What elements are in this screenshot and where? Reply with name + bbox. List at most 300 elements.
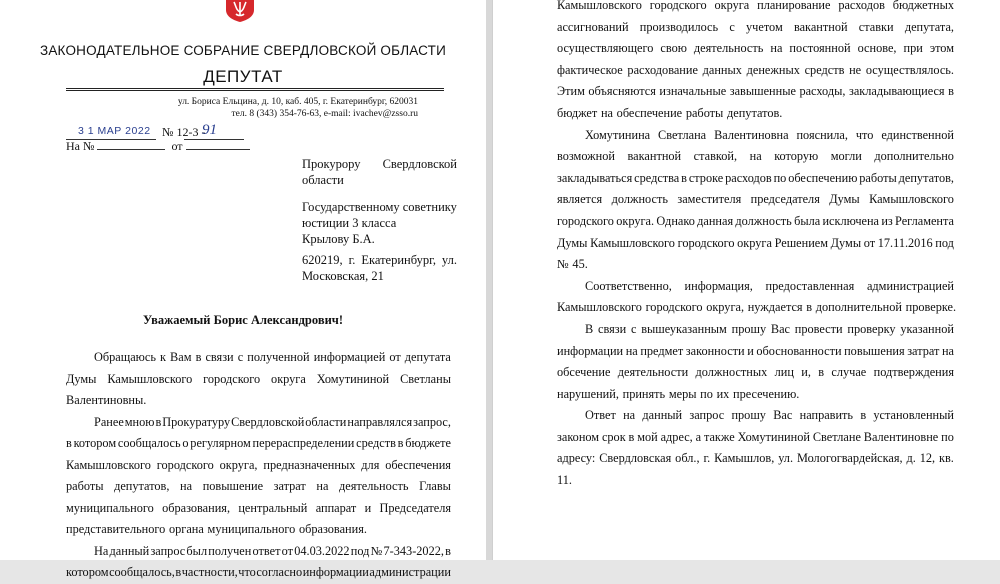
word: завышенные bbox=[729, 84, 796, 99]
recipient-text: Екатеринбург, bbox=[361, 253, 436, 267]
word: подтверждения bbox=[873, 365, 954, 380]
word: округа, bbox=[219, 457, 258, 472]
word: в bbox=[175, 565, 182, 579]
recipient-text: области bbox=[302, 173, 344, 187]
organization-name: ЗАКОНОДАТЕЛЬНОЕ СОБРАНИЕ СВЕРДЛОВСКОЙ ОБЛАСТИ bbox=[39, 43, 447, 58]
word: Валентиновны. bbox=[66, 393, 147, 407]
word: должностных bbox=[695, 365, 768, 380]
text-line bbox=[66, 498, 451, 520]
word: направлялся bbox=[347, 414, 413, 429]
word: в bbox=[948, 84, 954, 99]
word: Валентиновне bbox=[863, 429, 939, 444]
word: осуществлялось. bbox=[865, 62, 954, 77]
word: вышеуказанным bbox=[641, 321, 727, 336]
word: органа bbox=[169, 522, 204, 536]
text-line bbox=[66, 476, 451, 498]
word: председателя bbox=[750, 192, 820, 207]
word: в bbox=[445, 543, 451, 558]
word: обеспечению bbox=[788, 170, 858, 185]
date-stamp: 3 1 МАР 2022 bbox=[78, 125, 151, 137]
text-line bbox=[557, 0, 954, 17]
word: аппарат bbox=[315, 500, 357, 515]
word: могли bbox=[830, 149, 862, 164]
word: нуждается bbox=[747, 300, 803, 315]
word: случае bbox=[831, 365, 867, 380]
word: адресу: bbox=[557, 451, 596, 466]
word: является bbox=[557, 192, 603, 207]
word: городского bbox=[203, 371, 261, 386]
word: законности bbox=[685, 343, 745, 358]
word: Хомутинина bbox=[585, 127, 651, 142]
word: данных bbox=[702, 62, 742, 77]
word: а bbox=[695, 429, 702, 444]
text-line bbox=[66, 369, 451, 391]
text-line bbox=[66, 390, 451, 412]
word: округа, bbox=[706, 300, 745, 315]
word: повышения bbox=[844, 343, 905, 358]
word: администрации bbox=[369, 565, 451, 579]
word: затрат bbox=[907, 343, 940, 358]
word: по bbox=[941, 429, 954, 444]
word: Ранее bbox=[94, 414, 124, 429]
word: основе, bbox=[857, 41, 897, 56]
word: ответ bbox=[252, 543, 281, 558]
word: единственной bbox=[881, 127, 954, 142]
letter-page-1 bbox=[0, 0, 486, 579]
word: Вас bbox=[770, 321, 791, 336]
word: Соответственно, bbox=[585, 278, 672, 293]
text-line bbox=[66, 412, 451, 434]
word: бюджетных bbox=[892, 0, 954, 12]
word: бюджете bbox=[405, 436, 451, 450]
word: провести bbox=[794, 321, 843, 336]
word: в bbox=[806, 300, 813, 315]
word: Светланы bbox=[400, 371, 451, 386]
word: д. bbox=[906, 451, 916, 466]
word: в bbox=[397, 436, 404, 450]
word: Камышлов, bbox=[714, 451, 775, 466]
word: под bbox=[935, 235, 954, 250]
word: Светлане bbox=[812, 429, 861, 444]
text-line bbox=[66, 455, 451, 477]
word: на bbox=[625, 343, 638, 358]
word: свою bbox=[660, 41, 687, 56]
word: от bbox=[389, 350, 401, 364]
word: городского bbox=[645, 300, 703, 315]
word: запрос, bbox=[413, 414, 451, 429]
word: в bbox=[628, 429, 635, 444]
registration-prefix: № 12-3 - bbox=[162, 125, 206, 139]
word: меры bbox=[668, 386, 697, 401]
word: Камышловского bbox=[869, 192, 954, 207]
word: котором bbox=[66, 565, 109, 579]
word: Камышловского bbox=[557, 300, 642, 315]
word: указанной bbox=[900, 321, 954, 336]
reference-row bbox=[66, 139, 250, 154]
word: г. bbox=[703, 451, 711, 466]
recipient-text: ул. bbox=[441, 253, 457, 267]
word: связи bbox=[597, 321, 627, 336]
word: предназначенных bbox=[263, 457, 356, 472]
word: мною bbox=[124, 414, 155, 429]
word: строке bbox=[688, 170, 724, 185]
word: запрос bbox=[689, 408, 725, 423]
word: Обращаюсь bbox=[94, 350, 156, 364]
text-line bbox=[557, 211, 954, 233]
word: планирование bbox=[757, 0, 831, 12]
text-line bbox=[66, 562, 451, 584]
word: городского bbox=[557, 213, 614, 228]
word: вакантной bbox=[793, 19, 848, 34]
recipient-title-block bbox=[302, 199, 457, 247]
word: 11. bbox=[557, 473, 572, 488]
reference-number-label: На № bbox=[66, 139, 95, 153]
word: Мологогвардейская, bbox=[796, 451, 903, 466]
word: округа. bbox=[616, 213, 655, 228]
word: объясняются bbox=[588, 84, 656, 99]
word: о bbox=[182, 436, 189, 450]
word: на bbox=[180, 479, 193, 493]
word: в bbox=[66, 436, 72, 450]
word: муниципального bbox=[207, 522, 296, 536]
word: что bbox=[855, 127, 874, 142]
word: запрос bbox=[150, 543, 186, 558]
word: образования, bbox=[162, 500, 231, 515]
reference-number-blank bbox=[97, 139, 165, 150]
contact-line: тел. 8 (343) 354-76-63, e-mail: ivachev@zsso.ru bbox=[231, 109, 418, 119]
word: в bbox=[860, 408, 867, 423]
word: и bbox=[747, 343, 754, 358]
text-line bbox=[66, 433, 451, 455]
word: сообщалось bbox=[117, 436, 181, 450]
word: в bbox=[818, 365, 825, 380]
word: что bbox=[238, 565, 256, 579]
text-line bbox=[66, 347, 451, 369]
word: осуществляющего bbox=[557, 41, 654, 56]
word: Хомутининой bbox=[316, 371, 390, 386]
word: перераспределении bbox=[252, 436, 355, 450]
text-line bbox=[557, 103, 954, 125]
text-line bbox=[557, 384, 954, 406]
word: администрацией bbox=[866, 278, 954, 293]
word: № bbox=[370, 543, 383, 558]
word: фактическое bbox=[557, 62, 623, 77]
letter-body bbox=[557, 0, 957, 492]
word: регулярном bbox=[190, 436, 251, 450]
word: постоянной bbox=[789, 41, 851, 56]
word: должность bbox=[735, 213, 792, 228]
recipient-text: Государственному советнику bbox=[302, 200, 457, 214]
word: Камышловского bbox=[557, 0, 642, 12]
word: 17.11.2016 bbox=[877, 235, 933, 250]
word: дополнительно bbox=[874, 149, 954, 164]
text-line bbox=[557, 168, 954, 190]
word: образования. bbox=[298, 522, 367, 536]
word: ставки bbox=[858, 19, 894, 34]
word: по bbox=[773, 170, 787, 185]
word: средств bbox=[356, 436, 396, 450]
word: пояснила, bbox=[796, 127, 848, 142]
word: затрат bbox=[273, 479, 306, 493]
word: полученной bbox=[247, 350, 310, 364]
word: пресечению. bbox=[733, 386, 800, 401]
word: данный bbox=[109, 543, 150, 558]
word: Думы bbox=[830, 235, 862, 250]
word: Светлана bbox=[658, 127, 707, 142]
word: данная bbox=[697, 213, 734, 228]
text-line bbox=[557, 448, 954, 470]
letter-page-2 bbox=[492, 0, 1000, 560]
word: Думы bbox=[829, 192, 860, 207]
word: Камышловского bbox=[66, 457, 151, 472]
word: и bbox=[364, 500, 372, 515]
word: городского bbox=[649, 0, 707, 12]
word: На bbox=[94, 543, 109, 558]
recipient-text: Свердловской bbox=[382, 157, 457, 171]
word: Решением bbox=[774, 235, 829, 250]
reference-date-blank bbox=[186, 139, 250, 150]
word: обеспечение bbox=[616, 105, 683, 120]
word: расходов bbox=[725, 170, 772, 185]
word: от bbox=[863, 235, 876, 250]
word: Думы bbox=[557, 235, 588, 250]
reference-from-label: от bbox=[171, 139, 183, 153]
word: Главы bbox=[419, 479, 451, 493]
word: из bbox=[881, 213, 893, 228]
word: депутатов, bbox=[898, 170, 954, 185]
word: срок bbox=[601, 429, 626, 444]
text-line bbox=[66, 519, 451, 541]
word: работы bbox=[859, 170, 897, 185]
word: Этим bbox=[557, 84, 585, 99]
word: Прокуратуру bbox=[162, 414, 231, 429]
word: обоснованности bbox=[756, 343, 842, 358]
word: работы bbox=[685, 105, 724, 120]
text-line bbox=[557, 427, 954, 449]
word: депутатов. bbox=[727, 105, 783, 120]
word: Камышловского bbox=[107, 371, 193, 386]
word: обсечение bbox=[557, 365, 611, 380]
word: Свердловской bbox=[231, 414, 305, 429]
word: вакантной bbox=[627, 149, 682, 164]
text-line bbox=[557, 125, 954, 147]
recipient-text: юстиции 3 класса bbox=[302, 216, 397, 230]
word: области bbox=[305, 414, 347, 429]
word: информация, bbox=[684, 278, 753, 293]
word: кв. bbox=[939, 451, 954, 466]
word: ассигнований bbox=[557, 19, 629, 34]
word: сообщалось, bbox=[109, 565, 175, 579]
word: расходов bbox=[838, 0, 885, 12]
word: Камышловского bbox=[590, 235, 675, 250]
word: в bbox=[681, 170, 687, 185]
word: В bbox=[585, 321, 594, 336]
word: на bbox=[941, 343, 954, 358]
salutation: Уважаемый Борис Александрович! bbox=[143, 313, 343, 327]
word: направить bbox=[799, 408, 854, 423]
word: Свердловская bbox=[599, 451, 672, 466]
word: округа bbox=[714, 0, 750, 12]
word: производилось bbox=[639, 19, 719, 34]
word: принять bbox=[622, 386, 666, 401]
word: округа bbox=[737, 235, 772, 250]
word: Валентиновна bbox=[714, 127, 789, 142]
word: на bbox=[770, 41, 783, 56]
recipient-address-block bbox=[302, 252, 457, 284]
text-line bbox=[66, 541, 451, 563]
word: средств bbox=[804, 62, 845, 77]
word: округа bbox=[271, 371, 306, 386]
word: центральный bbox=[238, 500, 308, 515]
word: 04.03.2022 bbox=[294, 543, 350, 558]
word: прошу bbox=[731, 408, 766, 423]
word: с bbox=[729, 19, 735, 34]
recipient-text: г. bbox=[348, 253, 356, 267]
word: мой bbox=[637, 429, 658, 444]
word: информации bbox=[302, 565, 369, 579]
word: обл., bbox=[675, 451, 700, 466]
word: на bbox=[623, 408, 636, 423]
header-rule bbox=[66, 90, 444, 91]
word: от bbox=[281, 543, 294, 558]
text-line bbox=[557, 146, 954, 168]
word: не bbox=[849, 62, 862, 77]
word: на bbox=[749, 149, 762, 164]
word: деятельность bbox=[339, 479, 409, 493]
word: на bbox=[600, 105, 613, 120]
word: для bbox=[361, 457, 380, 472]
word: исключена bbox=[822, 213, 880, 228]
word: информации bbox=[557, 343, 624, 358]
text-line bbox=[557, 81, 954, 103]
word: с bbox=[237, 350, 244, 364]
recipient-text: 620219, bbox=[302, 253, 343, 267]
word: деятельность bbox=[693, 41, 764, 56]
word: с bbox=[630, 321, 637, 336]
coat-of-arms-icon bbox=[224, 0, 256, 22]
recipient-block bbox=[302, 156, 457, 188]
word: частности, bbox=[181, 565, 238, 579]
word: при bbox=[903, 41, 923, 56]
word: повышение bbox=[202, 479, 264, 493]
word: № bbox=[557, 257, 569, 272]
word: Думы bbox=[66, 371, 97, 386]
word: городского bbox=[156, 457, 214, 472]
text-line bbox=[557, 362, 954, 384]
word: дополнительной bbox=[815, 300, 902, 315]
word: должность bbox=[611, 192, 668, 207]
text-line bbox=[557, 276, 954, 298]
word: деятельности bbox=[617, 365, 689, 380]
word: их bbox=[716, 386, 730, 401]
word: котором bbox=[73, 436, 117, 450]
text-line bbox=[557, 254, 954, 276]
word: в bbox=[155, 414, 162, 429]
word: Однако bbox=[656, 213, 695, 228]
word: расходы, bbox=[799, 84, 846, 99]
letter-body bbox=[66, 347, 451, 584]
recipient-text: Прокурору bbox=[302, 157, 361, 171]
word: данный bbox=[642, 408, 683, 423]
word: установленный bbox=[873, 408, 954, 423]
word: проверку bbox=[847, 321, 896, 336]
word: Вам bbox=[170, 350, 192, 364]
word: ставкой, bbox=[693, 149, 738, 164]
word: предмет bbox=[640, 343, 684, 358]
word: законом bbox=[557, 429, 600, 444]
text-line bbox=[557, 189, 954, 211]
word: работы bbox=[66, 479, 104, 493]
word: Председателя bbox=[379, 500, 451, 515]
word: муниципального bbox=[66, 500, 154, 515]
word: нарушений, bbox=[557, 386, 619, 401]
word: заместителя bbox=[677, 192, 742, 207]
word: также bbox=[703, 429, 735, 444]
word: которую bbox=[774, 149, 819, 164]
word: закладывающиеся bbox=[848, 84, 945, 99]
text-line bbox=[557, 17, 954, 39]
word: согласно bbox=[256, 565, 303, 579]
word: ул. bbox=[778, 451, 794, 466]
document-title: ДЕПУТАТ bbox=[203, 67, 283, 86]
word: Регламента bbox=[895, 213, 954, 228]
text-line bbox=[557, 319, 954, 341]
word: был bbox=[186, 543, 208, 558]
word: депутата bbox=[404, 350, 451, 364]
text-line bbox=[557, 405, 954, 427]
recipient-name: Крылову Б.А. bbox=[302, 232, 375, 246]
recipient-text: Московская, 21 bbox=[302, 269, 384, 283]
word: 7-343-2022, bbox=[383, 543, 444, 558]
header-rule bbox=[66, 88, 444, 89]
word: представительного bbox=[66, 522, 166, 536]
word: изначальные bbox=[659, 84, 727, 99]
word: учетом bbox=[746, 19, 783, 34]
word: депутатов, bbox=[114, 479, 170, 493]
word: предоставленная bbox=[765, 278, 855, 293]
word: проверке. bbox=[905, 300, 957, 315]
text-line bbox=[557, 233, 954, 255]
word: была bbox=[794, 213, 821, 228]
word: средства bbox=[634, 170, 680, 185]
word: прошу bbox=[731, 321, 767, 336]
address-line: ул. Бориса Ельцина, д. 10, каб. 405, г. Екатеринбург, 620031 bbox=[177, 97, 418, 107]
text-line bbox=[557, 38, 954, 60]
word: 12, bbox=[919, 451, 936, 466]
word: получен bbox=[208, 543, 252, 558]
word: закладываться bbox=[557, 170, 633, 185]
word: информацией bbox=[313, 350, 386, 364]
word: этом bbox=[929, 41, 954, 56]
word: расходование bbox=[627, 62, 698, 77]
text-line bbox=[557, 341, 954, 363]
word: денежных bbox=[746, 62, 800, 77]
word: к bbox=[160, 350, 166, 364]
text-line bbox=[557, 60, 954, 82]
registration-handwritten-number: 91 bbox=[202, 122, 217, 138]
word: по bbox=[700, 386, 713, 401]
text-line bbox=[557, 470, 954, 492]
word: связи bbox=[205, 350, 234, 364]
word: Ответ bbox=[585, 408, 616, 423]
text-line bbox=[557, 297, 957, 319]
word: городского bbox=[677, 235, 735, 250]
word: возможной bbox=[557, 149, 615, 164]
word: обеспечения bbox=[385, 457, 451, 472]
word: Вас bbox=[773, 408, 793, 423]
word: на bbox=[316, 479, 329, 493]
word: в bbox=[195, 350, 202, 364]
